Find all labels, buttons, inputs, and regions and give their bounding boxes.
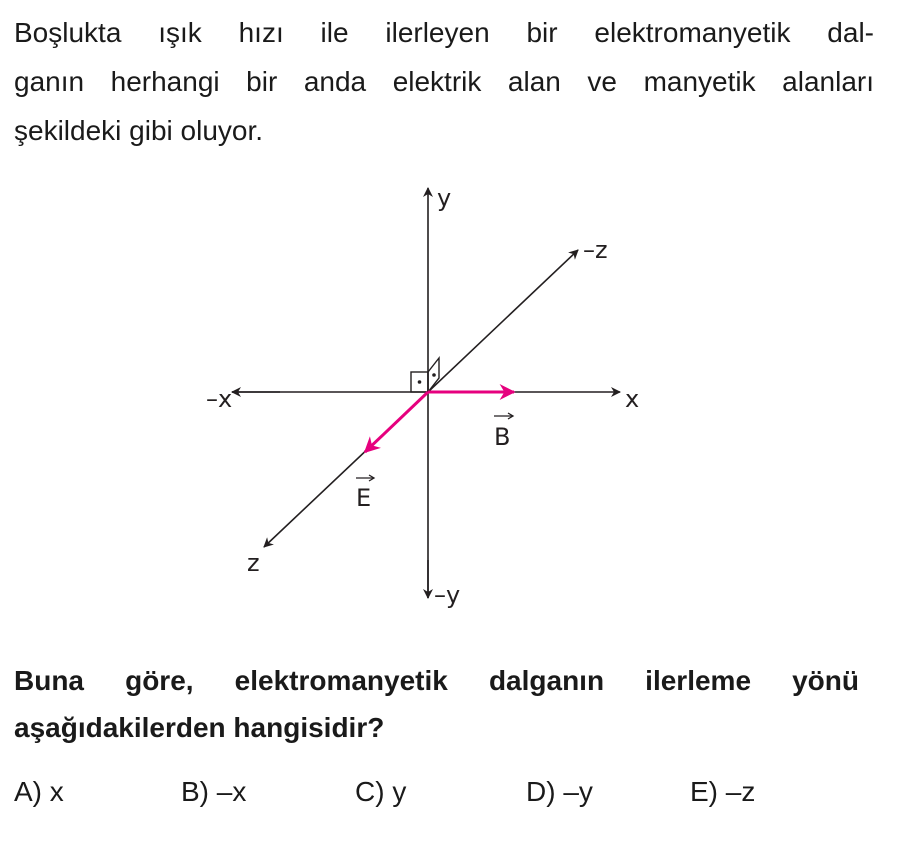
- axis-label-z: z: [247, 549, 260, 577]
- axis-label-y: y: [437, 184, 452, 212]
- answer-options: [0, 776, 916, 816]
- option-e[interactable]: E) –z: [690, 776, 756, 807]
- axis-label-neg-x: –x: [206, 385, 233, 413]
- option-c[interactable]: C) y: [355, 776, 407, 807]
- vector-label-b: B: [494, 423, 511, 451]
- vector-label-e: E: [356, 484, 372, 512]
- option-b[interactable]: B) –x: [181, 776, 247, 807]
- right-angle-dot-yz: [432, 373, 436, 377]
- axis-label-x: x: [625, 385, 640, 413]
- stem-line-3: şekildeki gibi oluyor.: [14, 115, 264, 146]
- e-vector: [365, 392, 428, 452]
- stem-line-1: Boşlukta ışık hızı ile ilerleyen bir elektromanyetik dal-: [14, 17, 874, 48]
- question-line-1: Buna göre, elektromanyetik dalganın ilerleme yönü: [14, 665, 859, 696]
- axis-label-neg-y: –y: [434, 581, 461, 609]
- neg-z-axis: [428, 250, 578, 392]
- option-d[interactable]: D) –y: [526, 776, 593, 807]
- stem-line-2: ganın herhangi bir anda elektrik alan ve manyetik alanları: [14, 66, 874, 97]
- question-line-2: aşağıdakilerden hangisidir?: [14, 712, 385, 743]
- right-angle-dot-xy: [418, 380, 422, 384]
- option-a[interactable]: A) x: [14, 776, 64, 807]
- axis-label-neg-z: –z: [583, 236, 608, 264]
- question-prompt: [14, 657, 859, 751]
